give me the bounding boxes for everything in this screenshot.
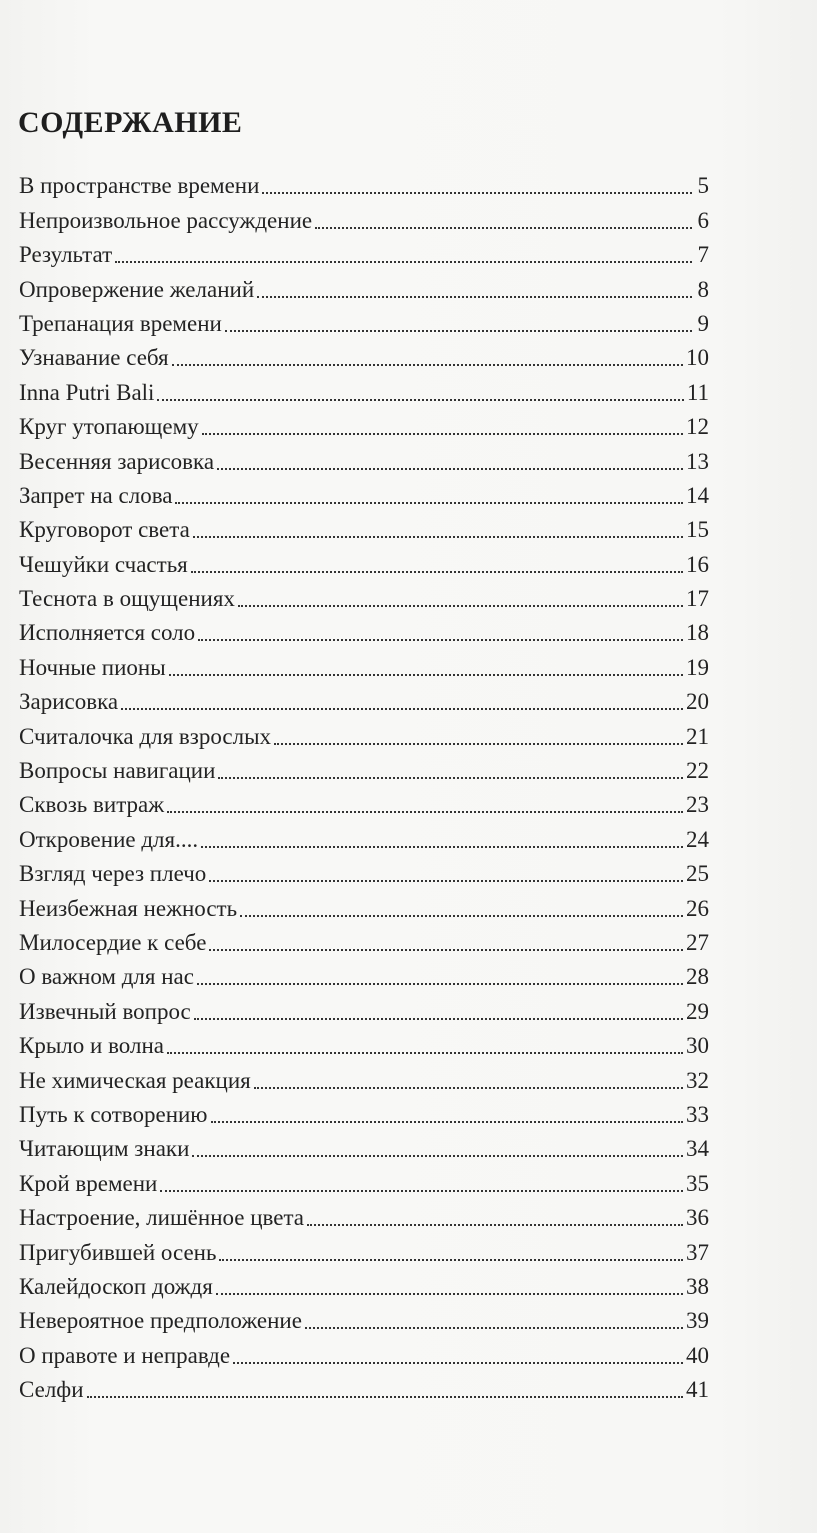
toc-entry-title: Чешуйки счастья bbox=[19, 551, 188, 577]
dot-leader bbox=[274, 743, 683, 745]
toc-entry-page-number: 14 bbox=[686, 482, 709, 508]
toc-entry-page-number: 7 bbox=[697, 242, 709, 268]
toc-entry-page-number: 36 bbox=[686, 1205, 709, 1231]
toc-entry bbox=[19, 544, 709, 578]
toc-entry-title: Невероятное предположение bbox=[19, 1308, 302, 1334]
toc-entry-page-number: 9 bbox=[697, 310, 709, 336]
toc-entry-title: Круг утопающему bbox=[19, 414, 199, 440]
toc-entry-title: Inna Putri Bali bbox=[19, 379, 155, 405]
dot-leader bbox=[157, 399, 683, 401]
dot-leader bbox=[217, 468, 683, 470]
toc-entry-page-number: 11 bbox=[686, 379, 709, 405]
dot-leader bbox=[160, 1190, 683, 1192]
toc-entry-page-number: 10 bbox=[686, 345, 709, 371]
toc-entry-title: Опровержение желаний bbox=[19, 276, 255, 302]
dot-leader bbox=[167, 811, 683, 813]
toc-entry bbox=[19, 1129, 709, 1163]
toc-entry bbox=[19, 1301, 709, 1335]
dot-leader bbox=[169, 674, 683, 676]
toc-entry-title: Не химическая реакция bbox=[19, 1067, 251, 1093]
toc-entry bbox=[19, 407, 709, 441]
toc-entry bbox=[19, 1060, 709, 1094]
toc-entry-page-number: 35 bbox=[686, 1170, 709, 1196]
dot-leader bbox=[87, 1396, 683, 1398]
dot-leader bbox=[202, 433, 683, 435]
toc-entry bbox=[19, 923, 709, 957]
toc-entry bbox=[19, 200, 709, 234]
toc-entry bbox=[19, 751, 709, 785]
dot-leader bbox=[240, 915, 683, 917]
toc-entry bbox=[19, 716, 709, 750]
toc-entry-title: Результат bbox=[19, 242, 113, 268]
toc-entry-title: Милосердие к себе bbox=[19, 929, 207, 955]
toc-entry-page-number: 6 bbox=[697, 207, 709, 233]
toc-entry bbox=[19, 1232, 709, 1266]
dot-leader bbox=[262, 192, 692, 194]
toc-entry-title: Трепанация времени bbox=[19, 310, 222, 336]
toc-entry-title: Извечный вопрос bbox=[19, 998, 191, 1024]
toc-entry-title: Пригубившей осень bbox=[19, 1239, 217, 1265]
toc-entry-page-number: 16 bbox=[686, 551, 709, 577]
toc-entry-title: Ночные пионы bbox=[19, 654, 166, 680]
toc-entry-title: Исполняется соло bbox=[19, 620, 196, 646]
toc-entry-page-number: 39 bbox=[686, 1308, 709, 1334]
toc-entry-page-number: 29 bbox=[686, 998, 709, 1024]
toc-entry-title: Селфи bbox=[19, 1377, 84, 1403]
toc-entry bbox=[19, 269, 709, 303]
dot-leader bbox=[167, 1052, 683, 1054]
toc-entry bbox=[19, 1163, 709, 1197]
toc-entry-page-number: 22 bbox=[686, 758, 709, 784]
dot-leader bbox=[172, 364, 683, 366]
dot-leader bbox=[257, 296, 692, 298]
toc-entry bbox=[19, 888, 709, 922]
toc-entry-title: Крыло и волна bbox=[19, 1033, 164, 1059]
toc-entry-title: Сквозь витраж bbox=[19, 792, 165, 818]
dot-leader bbox=[209, 949, 683, 951]
table-of-contents bbox=[19, 166, 709, 1404]
toc-entry-title: Неизбежная нежность bbox=[19, 895, 238, 921]
toc-entry-page-number: 38 bbox=[686, 1273, 709, 1299]
toc-entry-page-number: 40 bbox=[686, 1342, 709, 1368]
toc-entry bbox=[19, 957, 709, 991]
toc-entry-page-number: 17 bbox=[686, 586, 709, 612]
toc-entry bbox=[19, 785, 709, 819]
toc-entry-title: Читающим знаки bbox=[19, 1136, 190, 1162]
toc-entry-page-number: 30 bbox=[686, 1033, 709, 1059]
dot-leader bbox=[175, 502, 683, 504]
toc-entry-title: В пространстве времени bbox=[19, 173, 260, 199]
toc-entry-page-number: 26 bbox=[686, 895, 709, 921]
toc-entry-page-number: 33 bbox=[686, 1101, 709, 1127]
toc-entry-title: О важном для нас bbox=[19, 964, 194, 990]
toc-entry bbox=[19, 991, 709, 1025]
toc-entry-title: Взгляд через плечо bbox=[19, 861, 207, 887]
dot-leader bbox=[209, 880, 683, 882]
dot-leader bbox=[192, 1155, 683, 1157]
toc-entry bbox=[19, 579, 709, 613]
toc-entry-title: Зарисовка bbox=[19, 689, 119, 715]
toc-entry bbox=[19, 510, 709, 544]
toc-entry-page-number: 8 bbox=[697, 276, 709, 302]
dot-leader bbox=[254, 1087, 683, 1089]
toc-entry bbox=[19, 1267, 709, 1301]
dot-leader bbox=[121, 708, 683, 710]
toc-entry-page-number: 21 bbox=[686, 723, 709, 749]
dot-leader bbox=[198, 639, 683, 641]
dot-leader bbox=[233, 1362, 683, 1364]
toc-entry bbox=[19, 1095, 709, 1129]
toc-entry bbox=[19, 476, 709, 510]
toc-entry-page-number: 19 bbox=[686, 654, 709, 680]
dot-leader bbox=[307, 1224, 683, 1226]
dot-leader bbox=[191, 571, 683, 573]
dot-leader bbox=[115, 261, 692, 263]
toc-entry bbox=[19, 338, 709, 372]
toc-entry-page-number: 20 bbox=[686, 689, 709, 715]
dot-leader bbox=[238, 605, 683, 607]
dot-leader bbox=[197, 983, 683, 985]
dot-leader bbox=[194, 1018, 683, 1020]
toc-entry-page-number: 5 bbox=[697, 173, 709, 199]
toc-entry-title: Теснота в ощущениях bbox=[19, 586, 235, 612]
dot-leader bbox=[201, 846, 683, 848]
toc-entry-page-number: 34 bbox=[686, 1136, 709, 1162]
toc-entry-page-number: 41 bbox=[686, 1377, 709, 1403]
dot-leader bbox=[193, 536, 683, 538]
toc-entry-title: Откровение для.... bbox=[19, 826, 199, 852]
dot-leader bbox=[225, 330, 692, 332]
dot-leader bbox=[218, 777, 683, 779]
toc-entry bbox=[19, 854, 709, 888]
toc-entry-page-number: 24 bbox=[686, 826, 709, 852]
toc-entry bbox=[19, 235, 709, 269]
dot-leader bbox=[315, 227, 692, 229]
toc-entry-page-number: 15 bbox=[686, 517, 709, 543]
toc-entry bbox=[19, 1370, 709, 1404]
toc-entry bbox=[19, 304, 709, 338]
toc-entry-title: Круговорот света bbox=[19, 517, 190, 543]
toc-entry-page-number: 25 bbox=[686, 861, 709, 887]
toc-entry-title: Запрет на слова bbox=[19, 482, 173, 508]
toc-entry-page-number: 18 bbox=[686, 620, 709, 646]
toc-entry-title: О правоте и неправде bbox=[19, 1342, 231, 1368]
toc-entry bbox=[19, 1335, 709, 1369]
toc-entry bbox=[19, 166, 709, 200]
toc-entry bbox=[19, 1198, 709, 1232]
toc-entry bbox=[19, 372, 709, 406]
toc-entry bbox=[19, 682, 709, 716]
toc-entry-page-number: 23 bbox=[686, 792, 709, 818]
toc-entry-title: Настроение, лишённое цвета bbox=[19, 1205, 305, 1231]
toc-entry bbox=[19, 819, 709, 853]
toc-entry bbox=[19, 441, 709, 475]
toc-entry-title: Непроизвольное рассуждение bbox=[19, 207, 313, 233]
toc-entry-page-number: 27 bbox=[686, 929, 709, 955]
toc-entry-title: Весенняя зарисовка bbox=[19, 448, 215, 474]
dot-leader bbox=[216, 1293, 683, 1295]
toc-entry-title: Крой времени bbox=[19, 1170, 158, 1196]
toc-entry bbox=[19, 1026, 709, 1060]
toc-entry-title: Считалочка для взрослых bbox=[19, 723, 272, 749]
dot-leader bbox=[219, 1259, 683, 1261]
toc-entry-title: Калейдоскоп дождя bbox=[19, 1273, 213, 1299]
dot-leader bbox=[305, 1327, 683, 1329]
toc-entry bbox=[19, 613, 709, 647]
toc-entry-page-number: 28 bbox=[686, 964, 709, 990]
toc-entry-page-number: 12 bbox=[686, 414, 709, 440]
dot-leader bbox=[211, 1121, 684, 1123]
toc-entry-title: Вопросы навигации bbox=[19, 758, 216, 784]
toc-entry-title: Узнавание себя bbox=[19, 345, 169, 371]
toc-entry-page-number: 13 bbox=[686, 448, 709, 474]
toc-entry-page-number: 32 bbox=[686, 1067, 709, 1093]
toc-entry-page-number: 37 bbox=[686, 1239, 709, 1265]
contents-heading: СОДЕРЖАНИЕ bbox=[18, 106, 243, 139]
toc-entry bbox=[19, 647, 709, 681]
toc-entry-title: Путь к сотворению bbox=[19, 1101, 208, 1127]
